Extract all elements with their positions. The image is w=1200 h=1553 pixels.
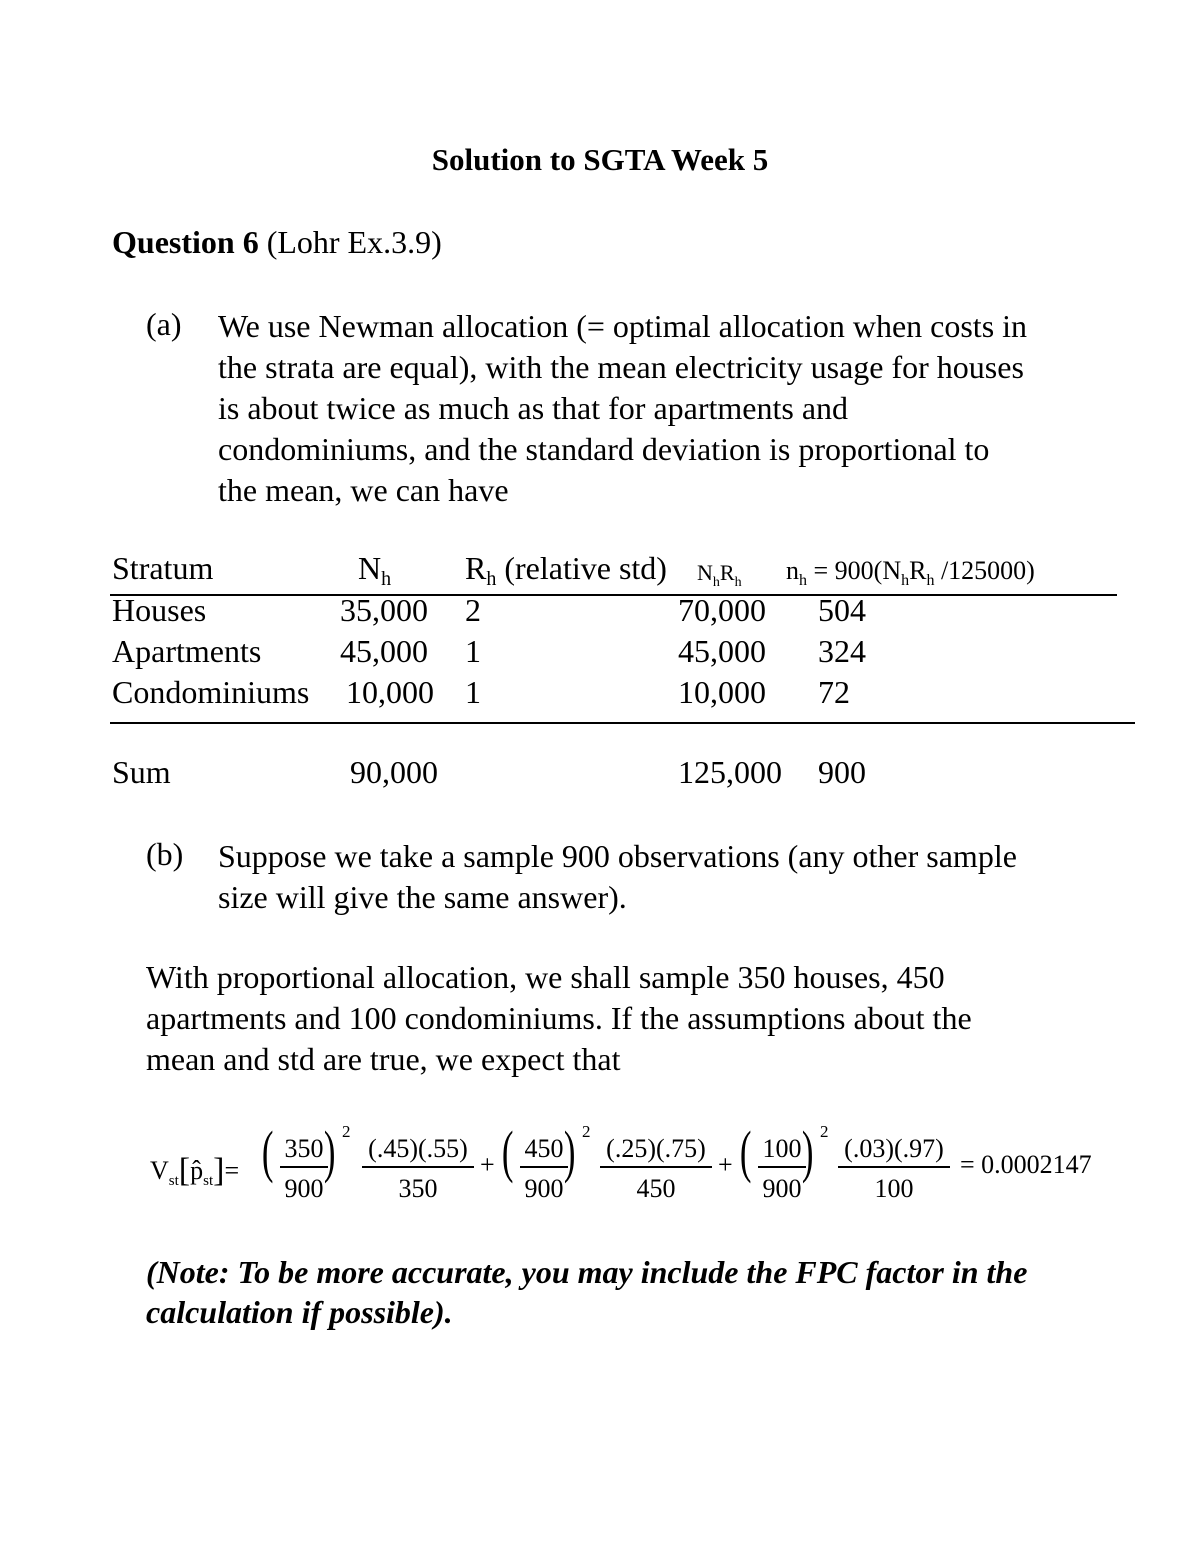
col-header-stratum: Stratum [112, 550, 214, 586]
sum-label: Sum [112, 754, 171, 790]
part-a-label: (a) [146, 306, 182, 342]
left-paren: ( [501, 1119, 514, 1184]
part-b-label: (b) [146, 836, 184, 872]
table-bottom-rule [110, 722, 1135, 724]
right-paren: ) [801, 1119, 814, 1184]
question-reference: (Lohr Ex.3.9) [266, 224, 442, 260]
right-paren: ) [563, 1119, 576, 1184]
term-var-den: 450 [636, 1174, 676, 1203]
part-a-line: condominiums, and the standard deviation is proportional to [218, 431, 990, 467]
table-cell-NR: 10,000 [678, 674, 766, 710]
term-fraction-den: 900 [284, 1174, 324, 1203]
part-b-para-line: apartments and 100 condominiums. If the assumptions about the [146, 1000, 972, 1036]
plus-sign: + [480, 1150, 495, 1179]
table-cell-N: 10,000 [346, 674, 434, 710]
page-title: Solution to SGTA Week 5 [431, 142, 769, 177]
term-var-num: (.03)(.97) [844, 1134, 944, 1163]
left-paren: ( [739, 1119, 752, 1184]
table-cell-n: 72 [818, 674, 850, 710]
term-var-den: 100 [874, 1174, 914, 1203]
col-header-N: Nh [358, 550, 392, 590]
left-paren: ( [261, 1119, 274, 1184]
part-b-text [218, 836, 1148, 918]
part-a-text [218, 306, 1148, 511]
part-b-line: Suppose we take a sample 900 observations (any other sample [218, 838, 1017, 874]
table-cell-NR: 70,000 [678, 592, 766, 628]
question-label: Question 6 [112, 224, 259, 260]
term-fraction-num: 100 [762, 1134, 802, 1163]
table-cell-n: 504 [818, 592, 866, 628]
table-cell-N: 35,000 [340, 592, 428, 628]
table-cell-stratum: Condominiums [112, 674, 310, 710]
table-cell-stratum: Apartments [112, 633, 262, 669]
sum-n: 900 [818, 754, 866, 790]
term-exponent: 2 [582, 1122, 591, 1141]
table-header-rule [110, 594, 1117, 596]
sum-N: 90,000 [350, 754, 438, 790]
term-var-num: (.45)(.55) [368, 1134, 468, 1163]
fraction-bar [280, 1166, 328, 1168]
col-header-n: $n_h = 900(N_hR_h$ /125000) [786, 556, 1035, 589]
table-cell-stratum: Houses [112, 592, 207, 628]
term-exponent: 2 [342, 1122, 351, 1141]
part-b-para-line: With proportional allocation, we shall sample 350 houses, 450 [146, 959, 945, 995]
part-b-line: size will give the same answer). [218, 879, 627, 915]
fraction-bar [520, 1166, 568, 1168]
right-paren: ) [323, 1119, 336, 1184]
fraction-bar [600, 1166, 712, 1168]
term-fraction-num: 450 [524, 1134, 564, 1163]
table-cell-NR: 45,000 [678, 633, 766, 669]
part-b-para-line: mean and std are true, we expect that [146, 1041, 621, 1077]
term-var-num: (.25)(.75) [606, 1134, 706, 1163]
part-a-line: the mean, we can have [218, 472, 509, 508]
table-cell-R: 1 [465, 674, 481, 710]
term-fraction-num: 350 [284, 1134, 324, 1163]
fraction-bar [838, 1166, 950, 1168]
formula-lhs: $V_{st}[p̂_{st}]=$ [150, 1152, 240, 1189]
part-a-line: is about twice as much as that for apartments and [218, 390, 849, 426]
col-header-NR: $N_hR_h$ [697, 560, 742, 590]
term-exponent: 2 [820, 1122, 829, 1141]
term-var-den: 350 [398, 1174, 438, 1203]
col-header-R: Rh (relative std) [465, 550, 667, 590]
question-heading [112, 224, 442, 261]
term-fraction-den: 900 [524, 1174, 564, 1203]
table-cell-n: 324 [818, 633, 866, 669]
fraction-bar [758, 1166, 806, 1168]
table-cell-R: 1 [465, 633, 481, 669]
table-cell-N: 45,000 [340, 633, 428, 669]
part-a-line: the strata are equal), with the mean electricity usage for houses [218, 349, 1024, 385]
table-cell-R: 2 [465, 592, 481, 628]
formula-result: = 0.0002147 [960, 1150, 1092, 1179]
part-a-line: We use Newman allocation (= optimal allocation when costs in [218, 308, 1028, 344]
fraction-bar [362, 1166, 474, 1168]
part-b-paragraph [146, 957, 1106, 1080]
term-fraction-den: 900 [762, 1174, 802, 1203]
sum-NR: 125,000 [678, 754, 782, 790]
plus-sign: + [718, 1150, 733, 1179]
note-text: (Note: To be more accurate, you may include the FPC factor in the calculation if possible). [146, 1254, 1028, 1330]
